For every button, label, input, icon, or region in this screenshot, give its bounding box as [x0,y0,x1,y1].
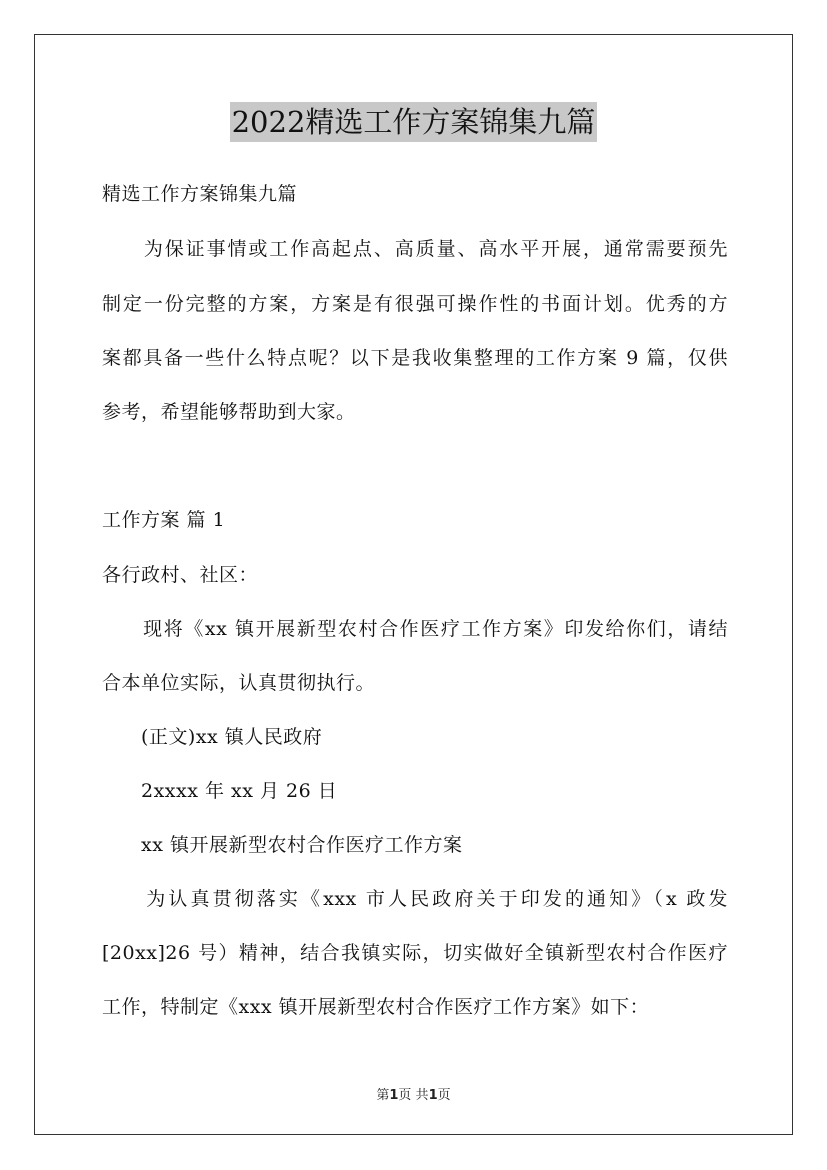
body-line-2: [20xx]26 号）精神，结合我镇实际，切实做好全镇新型农村合作医疗 [102,942,728,964]
date: 2xxxx 年 xx 月 26 日 [102,780,338,802]
body-line-3: 工作，特制定《xxx 镇开展新型农村合作医疗工作方案》如下： [102,996,650,1018]
page-label-prefix: 第 [376,1088,390,1103]
section-heading: 工作方案 篇 1 [102,509,226,531]
notice-line-1: 现将《xx 镇开展新型农村合作医疗工作方案》印发给你们，请结 [102,618,728,640]
issuer: (正文)xx 镇人民政府 [102,726,323,748]
document-title: 2022精选工作方案锦集九篇 [230,102,598,142]
salutation: 各行政村、社区： [102,564,259,586]
title-container [0,102,827,142]
page-total: 1 [428,1088,438,1103]
intro-line-1: 为保证事情或工作高起点、高质量、高水平开展，通常需要预先 [102,238,728,260]
intro-line-2: 制定一份完整的方案，方案是有很强可操作性的书面计划。优秀的方 [102,293,728,315]
page-footer [0,1084,827,1103]
intro-line-3: 案都具备一些什么特点呢？以下是我收集整理的工作方案 9 篇，仅供 [102,347,728,369]
body-line-1: 为认真贯彻落实《xxx 市人民政府关于印发的通知》（x 政发 [102,888,728,910]
page-label-mid: 页 共 [398,1088,429,1103]
document-subtitle: 精选工作方案锦集九篇 [102,183,298,205]
page-current: 1 [389,1088,399,1103]
plan-title: xx 镇开展新型农村合作医疗工作方案 [102,834,463,856]
intro-line-4: 参考，希望能够帮助到大家。 [102,401,356,423]
page-label-suffix: 页 [437,1088,451,1103]
notice-line-2: 合本单位实际，认真贯彻执行。 [102,672,376,694]
